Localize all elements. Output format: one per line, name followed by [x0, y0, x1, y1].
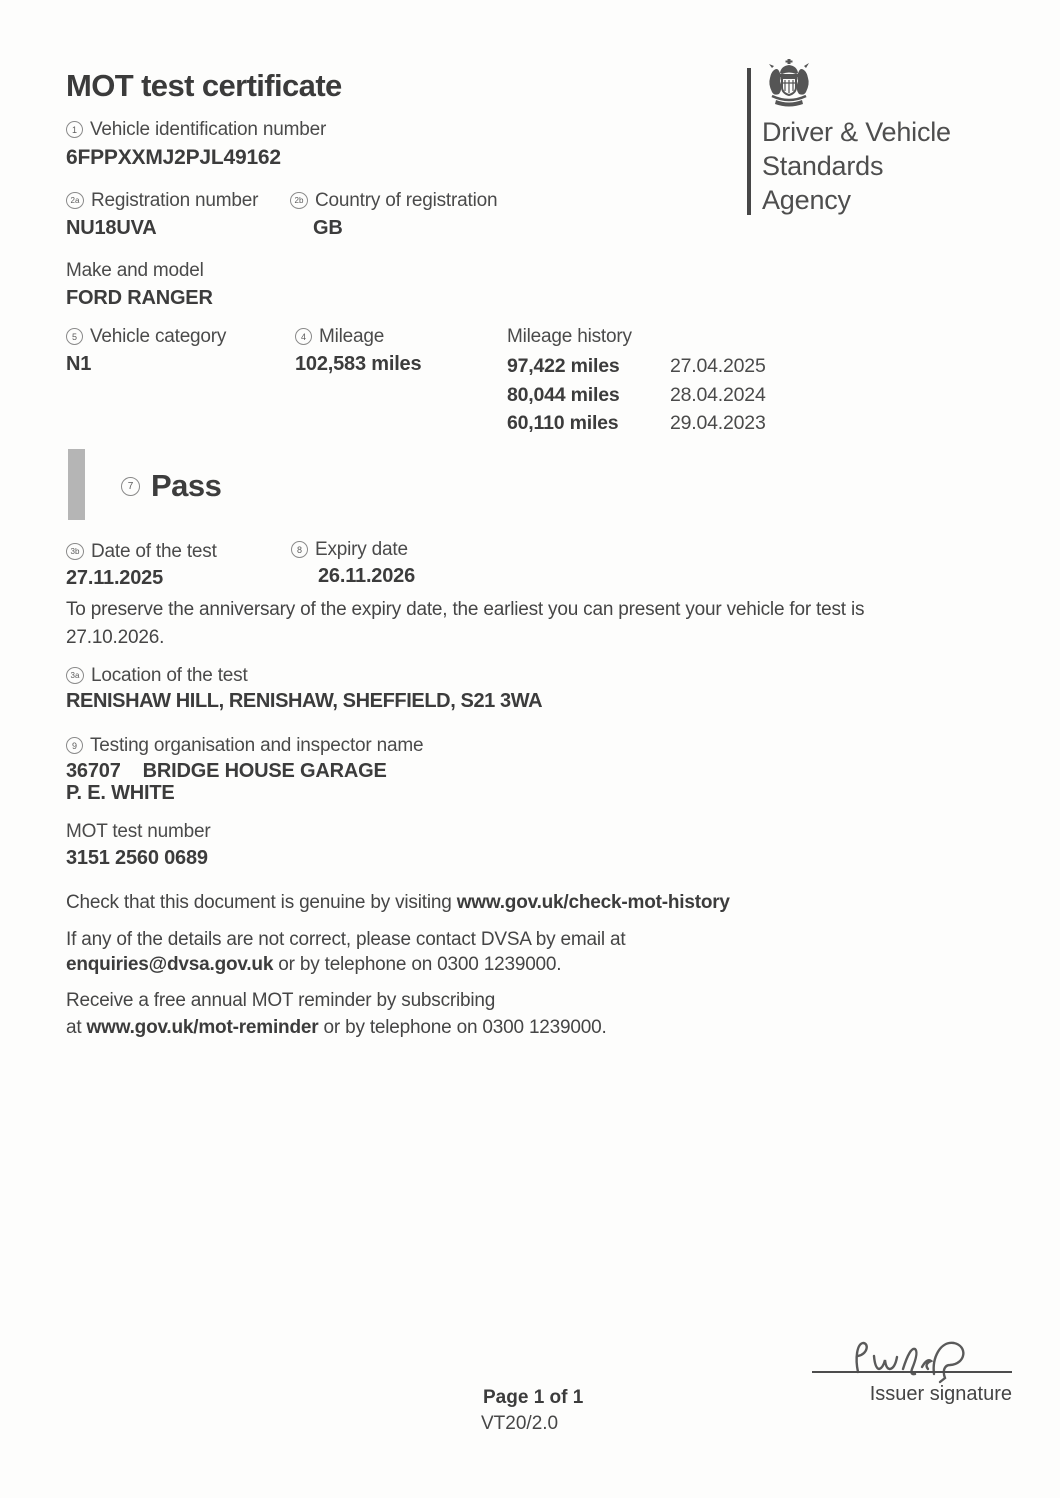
- dvsa-email: enquiries@dvsa.gov.uk: [66, 954, 274, 975]
- testing-org-name: BRIDGE HOUSE GARAGE: [142, 760, 387, 782]
- contact-note-line1: If any of the details are not correct, please contact DVSA by email at: [66, 929, 626, 950]
- test-date-value: 27.11.2025: [66, 567, 163, 589]
- testing-org-number: 36707: [66, 760, 121, 782]
- history-date: 28.04.2024: [670, 383, 766, 406]
- mileage-history-list: [507, 352, 766, 438]
- history-miles: 80,044 miles: [507, 383, 620, 406]
- make-model-value: FORD RANGER: [66, 287, 213, 309]
- page-number: Page 1 of 1: [483, 1387, 584, 1408]
- ref-circle-7: 7: [121, 477, 140, 496]
- expiry-date-value: 26.11.2026: [318, 565, 415, 587]
- test-result: [121, 468, 221, 504]
- reminder-note-line1: Receive a free annual MOT reminder by subscribing: [66, 990, 496, 1011]
- mileage-history-row: [507, 352, 766, 381]
- ref-circle-3b: 3b: [66, 543, 84, 560]
- agency-name: [762, 115, 951, 217]
- contact-note-line2: enquiries@dvsa.gov.uk or by telephone on 0300 1239000.: [66, 954, 562, 975]
- testing-org-value: [66, 760, 387, 783]
- signature-line: [812, 1371, 1012, 1373]
- country-label: 2b Country of registration: [290, 190, 497, 212]
- ref-circle-1: 1: [66, 121, 83, 138]
- make-model-label: Make and model: [66, 260, 204, 281]
- vin-label: 1 Vehicle identification number: [66, 119, 326, 141]
- vin-value: 6FPPXXMJ2PJL49162: [66, 146, 281, 169]
- ref-circle-4: 4: [295, 328, 312, 345]
- mileage-label: 4 Mileage: [295, 326, 384, 348]
- ref-circle-5: 5: [66, 328, 83, 345]
- mileage-value: 102,583 miles: [295, 353, 422, 375]
- ref-circle-2b: 2b: [290, 192, 308, 209]
- check-mot-history-link: www.gov.uk/check-mot-history: [456, 892, 730, 913]
- registration-label: 2a Registration number: [66, 190, 258, 212]
- issuer-signature-label: Issuer signature: [869, 1383, 1012, 1405]
- test-result-value: Pass: [151, 468, 222, 503]
- test-location-value: RENISHAW HILL, RENISHAW, SHEFFIELD, S21 3WA: [66, 690, 543, 712]
- form-code: VT20/2.0: [481, 1413, 559, 1434]
- page-title: MOT test certificate: [66, 68, 342, 103]
- vehicle-category-value: N1: [66, 353, 92, 375]
- royal-crest-icon: [760, 58, 818, 112]
- test-location-label: 3a Location of the test: [66, 665, 248, 687]
- registration-value: NU18UVA: [66, 217, 157, 239]
- history-date: 27.04.2025: [670, 355, 766, 377]
- agency-name-line1: Driver & Vehicle: [762, 117, 951, 147]
- anniversary-note-line1: To preserve the anniversary of the expiry date, the earliest you can present your vehicle for test is: [66, 599, 865, 620]
- handwritten-signature: [848, 1334, 988, 1386]
- vehicle-category-label: 5 Vehicle category: [66, 326, 226, 348]
- mileage-history-label: Mileage history: [507, 326, 632, 347]
- country-value: GB: [313, 217, 343, 239]
- ref-circle-2a: 2a: [66, 192, 84, 209]
- history-miles: 97,422 miles: [507, 355, 620, 377]
- agency-name-line2: Standards: [762, 151, 884, 181]
- result-marker-bar: [68, 449, 85, 520]
- ref-circle-8: 8: [291, 541, 308, 558]
- history-miles: 60,110 miles: [507, 412, 619, 434]
- anniversary-note-line2: 27.10.2026.: [66, 627, 165, 648]
- mileage-history-row: [507, 409, 766, 438]
- ref-circle-9: 9: [66, 737, 83, 754]
- mileage-history-row: [507, 381, 766, 410]
- test-date-label: 3b Date of the test: [66, 541, 217, 563]
- history-date: 29.04.2023: [670, 412, 766, 434]
- dvsa-logo-divider: [747, 68, 751, 215]
- mot-reminder-link: www.gov.uk/mot-reminder: [86, 1017, 319, 1038]
- mot-test-number-value: 3151 2560 0689: [66, 847, 208, 869]
- expiry-date-label: 8 Expiry date: [291, 539, 408, 561]
- ref-circle-3a: 3a: [66, 667, 84, 684]
- inspector-name: P. E. WHITE: [66, 782, 175, 804]
- agency-name-line3: Agency: [762, 185, 851, 215]
- mot-test-number-label: MOT test number: [66, 821, 211, 842]
- reminder-note-line2: at www.gov.uk/mot-reminder or by telephone on 0300 1239000.: [66, 1017, 607, 1038]
- testing-org-label: 9 Testing organisation and inspector name: [66, 735, 423, 757]
- check-genuine-note: Check that this document is genuine by visiting www.gov.uk/check-mot-history: [66, 892, 730, 913]
